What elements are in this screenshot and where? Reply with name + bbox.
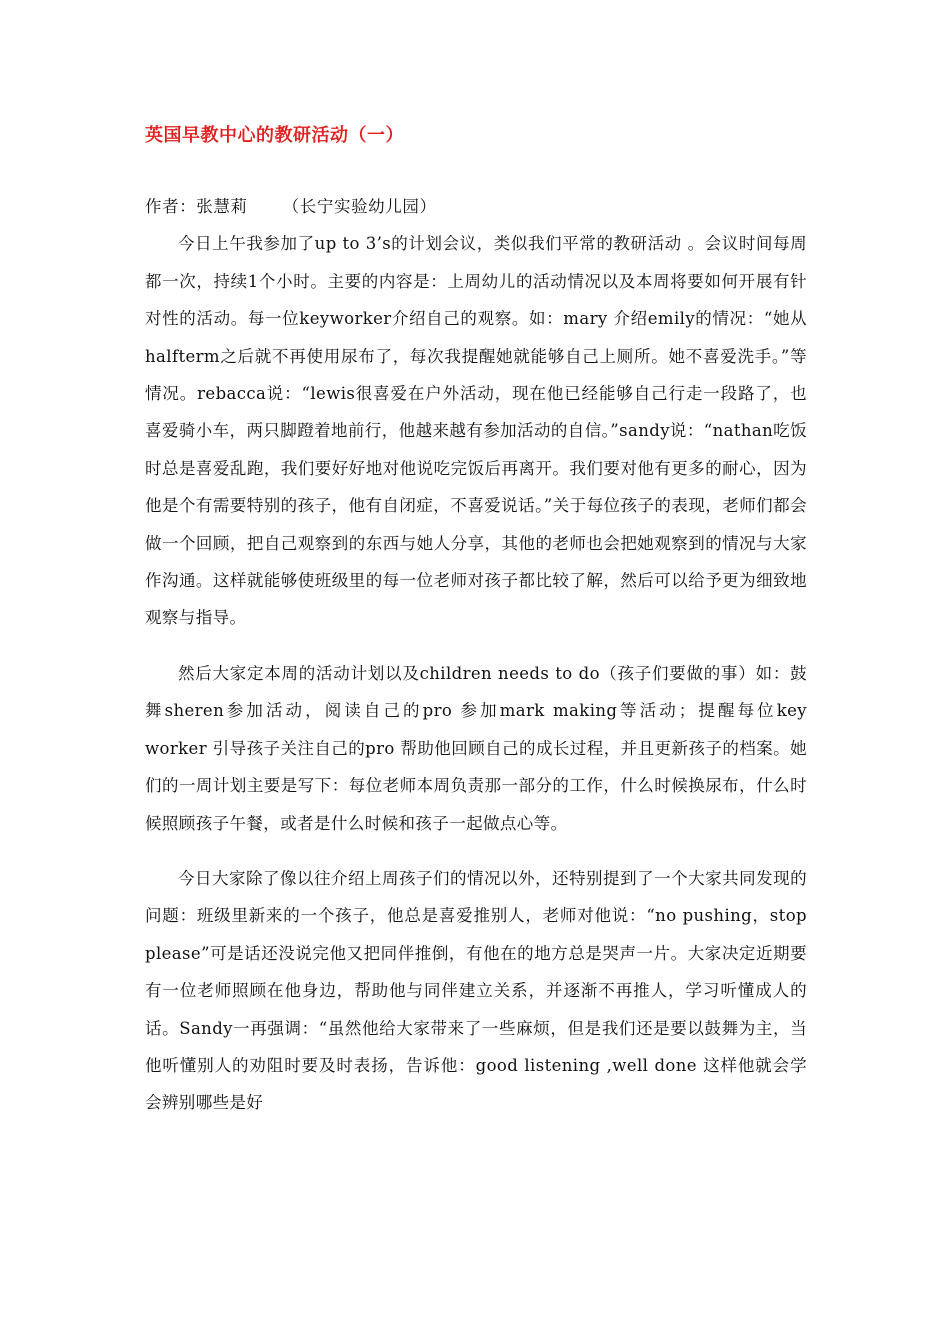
paragraph-3: 今日大家除了像以往介绍上周孩子们的情况以外，还特别提到了一个大家共同发现的问题：班级里新来的一个孩子，他总是喜爱推别人，老师对他说：“no pushing，stop please”可是话还没说完他又把同伴推倒，有他在的地方总是哭声一片。大家决定近期要有一位老师照顾在他身边，帮助他与同伴建立关系，并逐渐不再推人，学习听懂成人的话。Sandy一再强调：“虽然他给大家带来了一些麻烦，但是我们还是要以鼓舞为主，当他听懂别人的劝阻时要及时表扬，告诉他：good listening ,well done 这样他就会学会辨别哪些是好 xyxy=(145,868,807,1113)
document-body xyxy=(145,118,807,1122)
paragraph-1: 今日上午我参加了up to 3’s的计划会议，类似我们平常的教研活动 。会议时间每周都一次，持续1个小时。主要的内容是：上周幼儿的活动情况以及本周将要如何开展有针对性的活动。每一位keyworker介绍自己的观察。如：mary 介绍emily的情况：“她从halfterm之后就不再使用尿布了，每次我提醒她就能够自己上厕所。她不喜爱洗手。”等情况。rebacca说：“lewis很喜爱在户外活动，现在他已经能够自己行走一段路了，也喜爱骑小车，两只脚蹬着地前行，他越来越有参加活动的自信。”sandy说：“nathan吃饭时总是喜爱乱跑，我们要好好地对他说吃完饭后再离开。我们要对他有更多的耐心，因为他是个有需要特别的孩子，他有自闭症，不喜爱说话。”关于每位孩子的表现，老师们都会做一个回顾，把自己观察到的东西与她人分享，其他的老师也会把她观察到的情况与大家作沟通。这样就能够使班级里的每一位老师对孩子都比较了解，然后可以给予更为细致地观察与指导。 xyxy=(145,234,807,628)
document-title: 英国早教中心的教研活动（一） xyxy=(145,125,404,146)
paragraph-2: 然后大家定本周的活动计划以及children needs to do（孩子们要做的事）如：鼓舞sheren参加活动，阅读自己的pro 参加mark making等活动；提醒每位key worker 引导孩子关注自己的pro 帮助他回顾自己的成长过程，并且更新孩子的档案。她们的一周计划主要是写下：每位老师本周负责那一部分的工作，什么时候换尿布，什么时候照顾孩子午餐，或者是什么时候和孩子一起做点心等。 xyxy=(145,663,807,833)
author-line: 作者：张慧莉 （长宁实验幼儿园） xyxy=(145,197,437,216)
